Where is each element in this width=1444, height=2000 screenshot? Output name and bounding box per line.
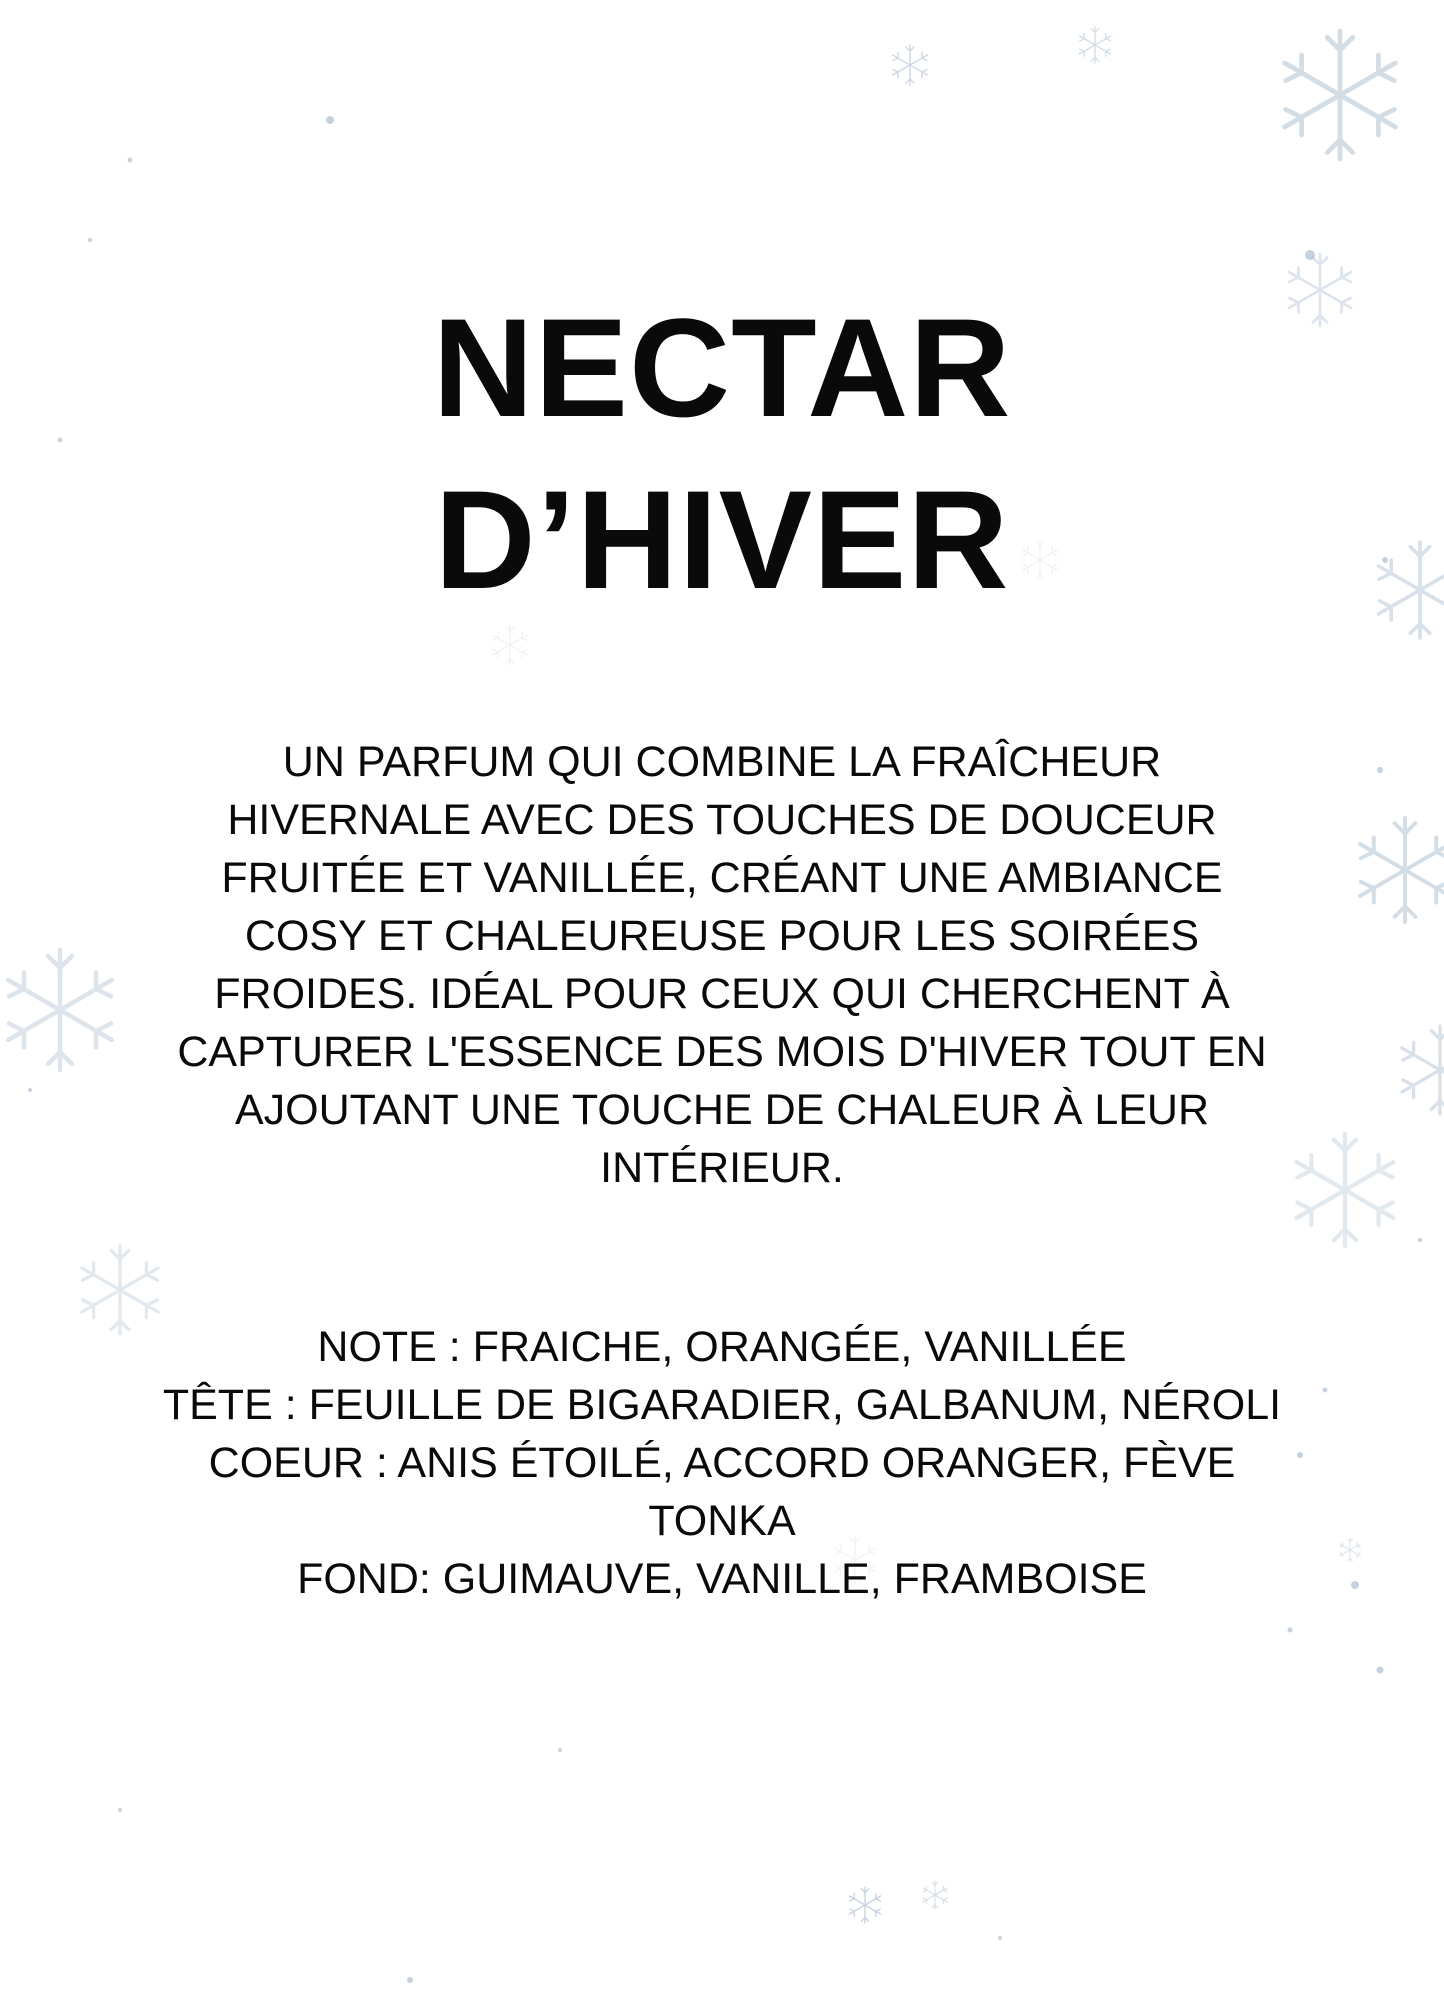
fragrance-notes	[140, 1318, 1304, 1608]
product-description: UN PARFUM QUI COMBINE LA FRAÎCHEUR HIVERNALE AVEC DES TOUCHES DE DOUCEUR FRUITÉE ET VANILLÉE, CRÉANT UNE AMBIANCE COSY ET CHALEUREUSE POUR LES SOIRÉES FROIDES. IDÉAL POUR CEUX QUI CHERCHENT À CAPTURER L'ESSENCE DES MOIS D'HIVER TOUT EN AJOUTANT UNE TOUCHE DE CHALEUR À LEUR INTÉRIEUR.	[177, 738, 1267, 1192]
note-general: NOTE : FRAICHE, ORANGÉE, VANILLÉE	[317, 1323, 1127, 1371]
product-title	[0, 282, 1444, 626]
note-base: FOND: GUIMAUVE, VANILLE, FRAMBOISE	[297, 1555, 1147, 1603]
note-top: TÊTE : FEUILLE DE BIGARADIER, GALBANUM, NÉROLI	[162, 1381, 1282, 1429]
title-line-1: NECTAR	[432, 289, 1012, 446]
note-heart: COEUR : ANIS ÉTOILÉ, ACCORD ORANGER, FÈVE TONKA	[208, 1439, 1236, 1545]
title-line-2: D’HIVER	[434, 461, 1010, 618]
